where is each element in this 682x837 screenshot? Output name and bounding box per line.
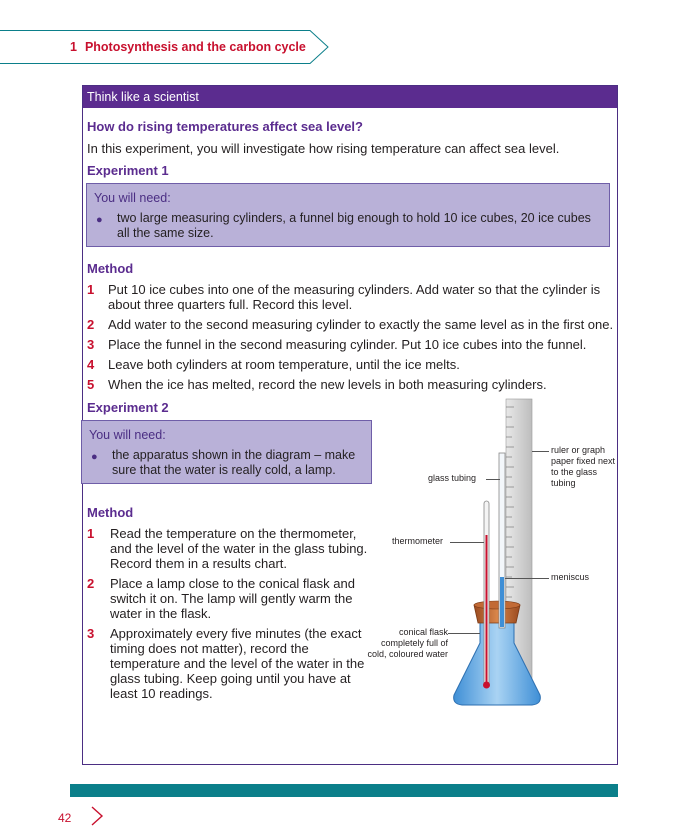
meniscus-label: meniscus	[551, 572, 590, 582]
experiment-1-heading: Experiment 1	[87, 163, 169, 178]
page-number: 42	[58, 811, 72, 825]
step-text: Place a lamp close to the conical flask and switch it on. The lamp will gently warm the water in the flask.	[110, 576, 355, 621]
step-number: 3	[87, 626, 95, 641]
chevron-right-icon	[90, 806, 104, 826]
materials-item: the apparatus shown in the diagram – make sure that the water is really cold, a lamp.	[112, 448, 356, 477]
conical-flask-label: conical flask completely full of cold, coloured water	[367, 627, 448, 659]
box-header: Think like a scientist	[83, 86, 617, 108]
bullet-icon: ●	[96, 214, 103, 226]
leader-line	[505, 578, 549, 579]
step-text: Leave both cylinders at room temperature, until the ice melts.	[108, 357, 460, 372]
materials-title: You will need:	[94, 191, 171, 205]
step-number: 1	[87, 282, 95, 297]
leader-line	[532, 451, 549, 452]
materials-item: two large measuring cylinders, a funnel big enough to hold 10 ice cubes, 20 ice cubes all the same size.	[117, 211, 591, 240]
glass-tubing-label: glass tubing	[428, 473, 477, 483]
leader-line	[448, 633, 480, 634]
chapter-title: Photosynthesis and the carbon cycle	[84, 40, 306, 54]
step-number: 4	[87, 357, 95, 372]
apparatus-illustration	[448, 395, 618, 715]
step-text: Add water to the second measuring cylinder to exactly the same level as in the first one.	[108, 317, 614, 332]
thermometer-label: thermometer	[392, 536, 444, 546]
step-number: 3	[87, 337, 95, 352]
step-text: When the ice has melted, record the new levels in both measuring cylinders.	[108, 377, 547, 392]
apparatus-diagram	[367, 395, 618, 715]
step-text: Put 10 ice cubes into one of the measuring cylinders. Add water so that the cylinder is about three quarters full. Record this level.	[108, 282, 601, 312]
intro-text: In this experiment, you will investigate how rising temperature can affect sea level.	[87, 141, 560, 156]
experiment-1-method-heading: Method	[87, 261, 134, 276]
experiment-1-materials-box	[86, 183, 610, 247]
footer-bar	[70, 784, 618, 797]
experiment-2-method-heading: Method	[87, 505, 134, 520]
chapter-number: 1	[70, 40, 77, 54]
materials-title: You will need:	[89, 428, 166, 442]
step-number: 5	[87, 377, 95, 392]
step-text: Place the funnel in the second measuring cylinder. Put 10 ice cubes into the funnel.	[108, 337, 587, 352]
leader-line	[486, 479, 500, 480]
leader-line	[450, 542, 484, 543]
experiment-2-heading: Experiment 2	[87, 400, 169, 415]
question-heading: How do rising temperatures affect sea level?	[87, 119, 363, 134]
experiment-2-materials-box	[81, 420, 372, 484]
step-number: 1	[87, 526, 95, 541]
step-text: Approximately every five minutes (the exact timing does not matter), record the temperature and the level of the water in the glass tubing. Keep going until you have at least 10 readings.	[110, 626, 365, 701]
step-number: 2	[87, 317, 95, 332]
chapter-heading	[70, 40, 306, 54]
step-number: 2	[87, 576, 95, 591]
step-text: Read the temperature on the thermometer, and the level of the water in the glass tubing. Record them in a results chart.	[110, 526, 368, 571]
bullet-icon: ●	[91, 451, 98, 463]
ruler-label: ruler or graph paper fixed next to the glass tubing	[551, 445, 616, 488]
